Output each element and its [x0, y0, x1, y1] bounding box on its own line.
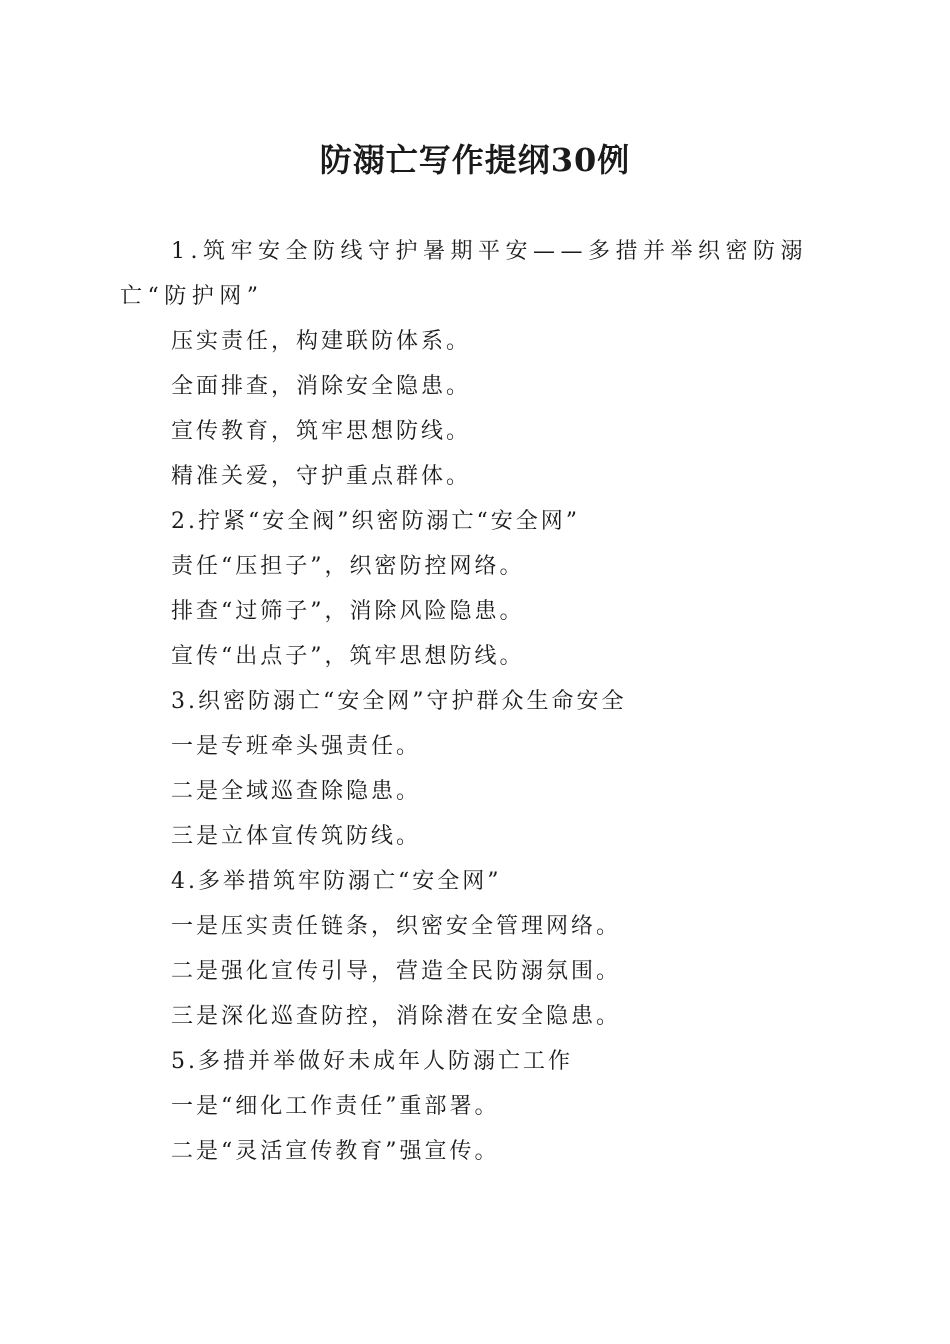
- body-line: 责任“压担子”，织密防控网络。: [171, 554, 525, 579]
- body-line: 三是立体宣传筑防线。: [171, 824, 422, 849]
- body-line: 一是压实责任链条，织密安全管理网络。: [171, 914, 622, 939]
- heading-item-1: 1.筑牢安全防线守护暑期平安——多措并举织密防溺亡“防护网”: [120, 239, 808, 309]
- document-body: [120, 229, 825, 1174]
- body-line: 精准关爱，守护重点群体。: [171, 464, 472, 489]
- body-line: 压实责任，构建联防体系。: [171, 329, 472, 354]
- body-line: 全面排查，消除安全隐患。: [171, 374, 472, 399]
- body-line: 一是“细化工作责任”重部署。: [171, 1094, 500, 1119]
- body-line: 二是“灵活宣传教育”强宣传。: [171, 1139, 500, 1164]
- heading-item-3: 3.织密防溺亡“安全网”守护群众生命安全: [171, 689, 627, 714]
- body-line: 排查“过筛子”，消除风险隐患。: [171, 599, 525, 624]
- body-line: 宣传教育，筑牢思想防线。: [171, 419, 472, 444]
- heading-item-2: 2.拧紧“安全阀”织密防溺亡“安全网”: [171, 509, 580, 534]
- heading-item-4: 4.多举措筑牢防溺亡“安全网”: [171, 869, 502, 894]
- document-title: 防溺亡写作提纲30例: [319, 141, 631, 179]
- body-line: 一是专班牵头强责任。: [171, 734, 422, 759]
- body-line: 二是全域巡查除隐患。: [171, 779, 422, 804]
- body-line: 二是强化宣传引导，营造全民防溺氛围。: [171, 959, 622, 984]
- heading-item-5: 5.多措并举做好未成年人防溺亡工作: [171, 1049, 573, 1074]
- body-line: 三是深化巡查防控，消除潜在安全隐患。: [171, 1004, 622, 1029]
- body-line: 宣传“出点子”，筑牢思想防线。: [171, 644, 525, 669]
